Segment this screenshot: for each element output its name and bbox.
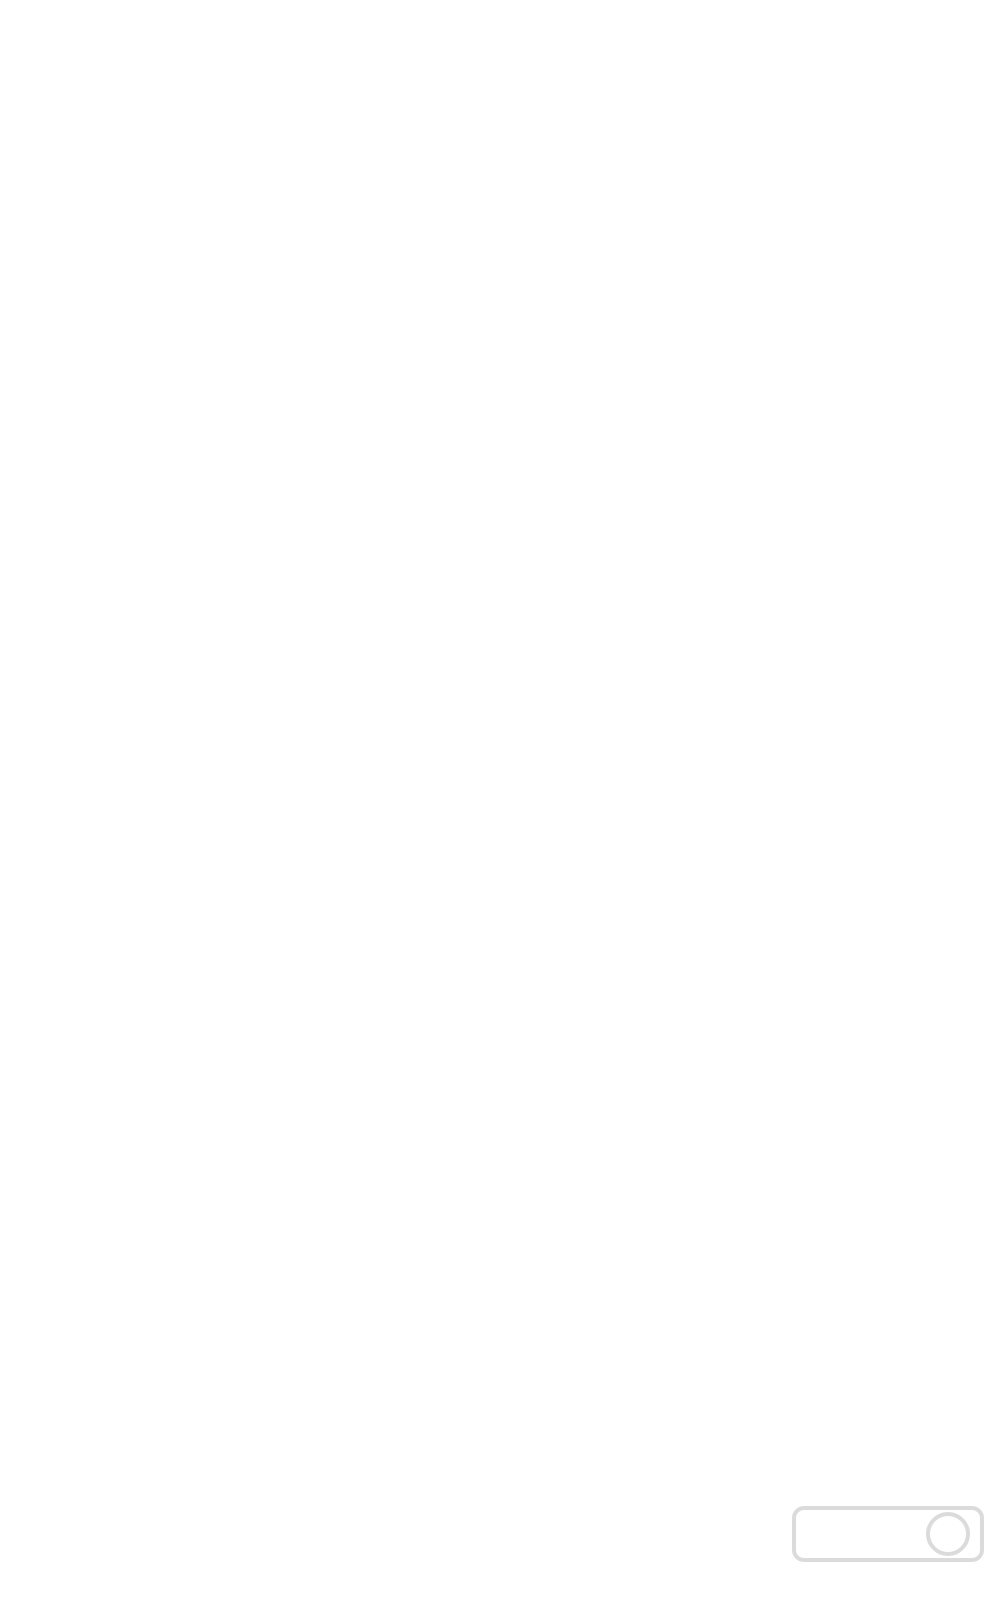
section-title <box>14 30 986 75</box>
watermark-logo-icon <box>788 1502 988 1594</box>
